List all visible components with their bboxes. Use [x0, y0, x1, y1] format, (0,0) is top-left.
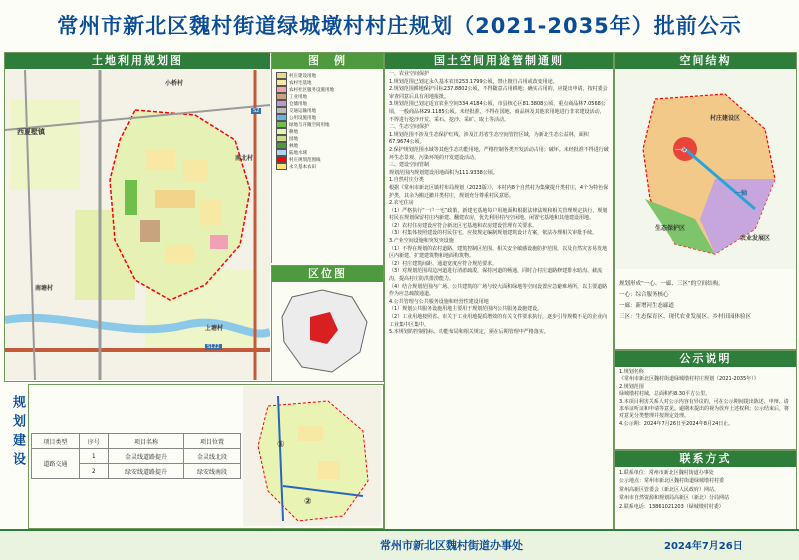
legend-label: 永久基本农田 [289, 164, 316, 170]
location-header: 区位图 [272, 266, 383, 282]
land-use-panel [4, 52, 384, 382]
spatial-label: 村庄建设区 [710, 115, 741, 122]
table-cell: 2 [79, 464, 108, 479]
legend-swatch [276, 128, 287, 135]
legend-item [276, 135, 379, 142]
legend-label: 陆地水域 [289, 150, 307, 156]
place-label: 小桥村 [165, 80, 184, 87]
legend-label: 林地 [289, 143, 298, 149]
spatial-label: 一轴 [735, 190, 748, 197]
legend-swatch [276, 93, 287, 100]
legend-swatch [276, 107, 287, 114]
legend-item [276, 72, 379, 79]
legend-swatch [276, 135, 287, 142]
rules-text: 一、农业空间保护 1.规划范围已划定永久基本农田253.1799公顷，禁止擅自占用或改变用途。 2.规划范围耕地保护目标237.8802公顷，不得随意占用耕地；确实占用的，应提出申请，按村委会审查同意后具有用地报批。 3.规划范围已划定适宜农业空间334.4184公顷，市县核心区81.3808公顷，重点商品林7.0568公顷，一般商品林29.1185公顷。未经批准，不得在国地、商品林及其他农用地进行非农建设活动，不得进行挖沙开荒、采石、挖沙、采矿、取土等活动。 二、生态空间保护 1.规划范围不涉及生态保护红线，涉及江苏省生态空间管控区域，为新北生态公益林，面积67.9674公顷。 2.保护规划范围水域等其他生态功能用地，严格控制各类开发活动占用；破坏。未经批准不得进行破坏生态景观、污染环境的开发建设活动。 三、建设空间管制 规划范围内规划建设用地面积为111.9338公顷。 1.自然村庄分类 根据《常州市新北区镇村布局规划（2023版）》，本村内8个自然村为集聚提升类村庄，4个为特色保护类，其余为搬迁撤并类村庄，规划充分尊重村民意愿。 2.农宅住房 （1）严格执行“一户一宅”政策，新建宅基地每户用地面积根据法律法规和相关管理规定执行，规划村民在规划保留村庄内新建、翻建农房，优先利用村内空闲地、闲置宅基地和其他建设用地。 （2）农村住房建设应符合新北区宅基地和农房建设管理有关要求。 （3）村集体按照建设的村民住宅，应按规定编制规划建筑设计方案，依法办理相关审批手续。 3.产业空间设施和突发突设施 （1）不得在规划的农村道路、建筑控制区范围、相关安全敏感设施防护范围，以及自然灾害易发地区内新建、扩建建筑物和地面构筑物。 （2）村庄建筑间距、通道宽度应符合规范要求。 （3）对规划范围周边河道进行清淤疏浚，保持河道的畅通，同时合村庄道路修建排水暗沟、截流沟，提高村庄防洪排涝能力。 （4）结合规划范围内广场、公共建筑的广场与较大面积绿地等空间设置应急避难场所，以主要道路作为应急疏散通道。 4.公共管理与公共服务设施和经营性建设用地 （1）规划公共服务设施用地主要用于规划范围内公共服务设施建设。 （2）工业用地按照省、市关于工业用地提质增效的有关文件要求执行，逐步引导规模不足的企业向工业集中区集中。 5.本规划的控制指标、功能布局和相关规定，须在后期管理中严格落实。 [389, 71, 609, 336]
table-header: 序号 [79, 434, 108, 449]
legend-swatch [276, 100, 287, 107]
place-label: 上塘村 [205, 325, 224, 332]
footer-date: 2024年7月26日 [664, 541, 743, 552]
table-cell: 金灵线道路提升 [108, 449, 183, 464]
legend-swatch [276, 156, 287, 163]
legend-swatch [276, 86, 287, 93]
legend-item [276, 163, 379, 170]
legend-swatch [276, 163, 287, 170]
notice-panel [614, 350, 797, 450]
place-label: 西夏墅镇 [17, 128, 45, 136]
rules-header: 国土空间用途管制通则 [385, 53, 613, 69]
notice-text: 1.规划名称 《常州市新北区魏村街道绿城墩村村庄规划（2021-2035年）》 2.规划范围 绿城墩村村域，总面积约8.30平方公里。 3.本项目利害关系人对公示内容有异议的，可在公示期间提出陈述、申辩、请求举证听证和申请等意见。逾期未提出的视为放弃上述权利；公示结束后，将对意见分类整理并按规定处理。 4.公示期：2024年7月26日至2024年8月24日止。 [619, 369, 790, 427]
project-side-title: 规划建设 [10, 395, 25, 471]
table-header: 项目位置 [184, 434, 241, 449]
spatial-label: 一心 [675, 147, 688, 154]
table-cell: 1 [79, 449, 108, 464]
location-panel [271, 265, 383, 381]
table-cell: 绿安线南段 [184, 464, 241, 479]
legend-item [276, 86, 379, 93]
legend-label: 村庄建设用地 [289, 73, 316, 79]
legend-header: 图 例 [272, 53, 383, 69]
table-cell: 金灵线北段 [184, 449, 241, 464]
contact-text: 1.联系单位：常州市新北区魏村街道办事处 公示地点：常州市新北区魏村街道绿城墩村村委 常州高新区管委会（新北区人民政府）网站、 常州市自然资源和规划局高新区（新北）分局网站 2.联系电话：13861021203（绿城墩村村委） [619, 470, 730, 510]
legend-label: 工业用地 [289, 94, 307, 100]
legend-label: 农村宅基地 [289, 80, 312, 86]
land-use-map [5, 70, 270, 380]
legend-item [276, 156, 379, 163]
legend-label: 仓储用地 [289, 101, 307, 107]
table-header: 项目类型 [32, 434, 80, 449]
spatial-header: 空间结构 [615, 53, 796, 69]
project-table [31, 433, 241, 479]
road-label: S122 [207, 344, 220, 350]
legend-panel [271, 53, 383, 263]
legend-label: 交通运输用地 [289, 108, 316, 114]
table-header-row [32, 434, 241, 449]
spatial-label: 农业发展区 [740, 235, 771, 242]
legend-item [276, 149, 379, 156]
legend-item [276, 93, 379, 100]
legend-item [276, 107, 379, 114]
spatial-panel [614, 52, 797, 350]
table-cell: 绿安线道路提升 [108, 464, 183, 479]
spatial-text: 规划形成“一心、一廊、三区”的空间结构。 一心：综合服务核心 一廊：新增河生态廊道 三区：生态保育区、现代农业发展区、乡村田园体验区 [619, 281, 752, 320]
legend-item [276, 121, 379, 128]
footer [0, 529, 799, 560]
legend-item [276, 142, 379, 149]
legend-swatch [276, 149, 287, 156]
legend-item [276, 79, 379, 86]
contact-header: 联系方式 [615, 451, 796, 467]
table-cell: 道路交通 [32, 449, 80, 479]
location-map [272, 282, 383, 380]
rules-panel [384, 52, 614, 530]
footer-org: 常州市新北区魏村街道办事处 [380, 539, 523, 552]
page-title: 常州市新北区魏村街道绿城墩村村庄规划（2021-2035年）批前公示 [57, 14, 742, 38]
legend-swatch [276, 121, 287, 128]
legend-item [276, 128, 379, 135]
legend-label: 绿地与开敞空间用地 [289, 122, 330, 128]
legend-swatch [276, 142, 287, 149]
legend-label: 园地 [289, 136, 298, 142]
land-use-header: 土地利用规划图 [5, 53, 270, 69]
road-label: S2 [253, 108, 260, 114]
legend-label: 耕地 [289, 129, 298, 135]
legend-item [276, 100, 379, 107]
place-label: 南塘村 [35, 285, 54, 292]
table-row [32, 449, 241, 464]
legend-label: 公用设施用地 [289, 115, 316, 121]
legend-list [272, 69, 383, 173]
legend-swatch [276, 72, 287, 79]
legend-swatch [276, 79, 287, 86]
notice-header: 公示说明 [615, 351, 796, 367]
legend-item [276, 114, 379, 121]
legend-label: 村庄规划范围线 [289, 157, 321, 163]
contact-panel [614, 450, 797, 530]
legend-label: 农村社区服务设施用地 [289, 87, 334, 93]
spatial-label: 生态保护区 [655, 225, 686, 232]
legend-swatch [276, 114, 287, 121]
table-header: 项目名称 [108, 434, 183, 449]
project-marker: ① [277, 440, 285, 450]
project-panel [28, 384, 384, 529]
project-marker: ② [304, 497, 312, 507]
place-label: 南北村 [235, 155, 254, 162]
project-map [243, 386, 381, 526]
